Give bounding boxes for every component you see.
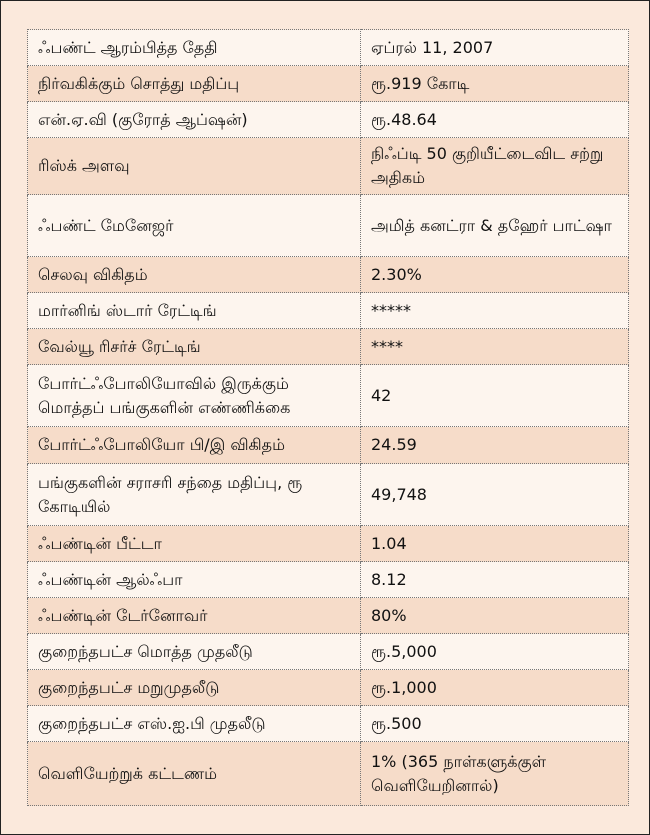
table-row: [28, 427, 629, 464]
row-label: ரிஸ்க் அளவு: [28, 138, 361, 195]
row-label: செலவு விகிதம்: [28, 257, 361, 293]
table-row: [28, 195, 629, 257]
row-label: வெளியேற்றுக் கட்டணம்: [28, 742, 361, 806]
row-value: 49,748: [361, 464, 629, 526]
table-row: [28, 634, 629, 670]
table-row: [28, 138, 629, 195]
row-value: 24.59: [361, 427, 629, 464]
table-row: [28, 365, 629, 427]
table-row: [28, 30, 629, 66]
row-label: போர்ட்ஃபோலியோவில் இருக்கும் மொத்தப் பங்குகளின் எண்ணிக்கை: [28, 365, 361, 427]
row-label: நிர்வகிக்கும் சொத்து மதிப்பு: [28, 66, 361, 102]
table-row: [28, 257, 629, 293]
row-value: ரூ.48.64: [361, 102, 629, 138]
row-value: ரூ.5,000: [361, 634, 629, 670]
row-label: ஃபண்டின் டேர்னோவர்: [28, 598, 361, 634]
row-label: குறைந்தபட்ச எஸ்.ஐ.பி முதலீடு: [28, 706, 361, 742]
row-label: குறைந்தபட்ச மறுமுதலீடு: [28, 670, 361, 706]
table-row: [28, 66, 629, 102]
row-label: என்.ஏ.வி (குரோத் ஆப்ஷன்): [28, 102, 361, 138]
row-value: 80%: [361, 598, 629, 634]
row-value: ரூ.1,000: [361, 670, 629, 706]
table-row: [28, 562, 629, 598]
row-label: மார்னிங் ஸ்டார் ரேட்டிங்: [28, 293, 361, 329]
table-row: [28, 706, 629, 742]
row-value: 1.04: [361, 526, 629, 562]
row-value: *****: [361, 293, 629, 329]
row-value: ஏப்ரல் 11, 2007: [361, 30, 629, 66]
row-value: ****: [361, 329, 629, 365]
row-value: நிஃப்டி 50 குறியீட்டைவிட சற்று அதிகம்: [361, 138, 629, 195]
row-label: ஃபண்ட் ஆரம்பித்த தேதி: [28, 30, 361, 66]
row-value: ரூ.500: [361, 706, 629, 742]
table-row: [28, 670, 629, 706]
row-value: 8.12: [361, 562, 629, 598]
row-label: பங்குகளின் சராசரி சந்தை மதிப்பு, ரூ கோடியில்: [28, 464, 361, 526]
row-value: ரூ.919 கோடி: [361, 66, 629, 102]
row-value: அமித் கனட்ரா & தஹேர் பாட்ஷா: [361, 195, 629, 257]
row-label: ஃபண்டின் ஆல்ஃபா: [28, 562, 361, 598]
row-value: 2.30%: [361, 257, 629, 293]
row-label: வேல்யூ ரிசர்ச் ரேட்டிங்: [28, 329, 361, 365]
table-row: [28, 526, 629, 562]
fund-details-table: [27, 29, 629, 806]
table-row: [28, 102, 629, 138]
table-row: [28, 329, 629, 365]
table-row: [28, 293, 629, 329]
row-value: 42: [361, 365, 629, 427]
row-label: ஃபண்டின் பீட்டா: [28, 526, 361, 562]
row-label: குறைந்தபட்ச மொத்த முதலீடு: [28, 634, 361, 670]
table-row: [28, 464, 629, 526]
table-row: [28, 742, 629, 806]
row-label: ஃபண்ட் மேனேஜர்: [28, 195, 361, 257]
row-value: 1% (365 நாள்களுக்குள் வெளியேறினால்): [361, 742, 629, 806]
row-label: போர்ட்ஃபோலியோ பி/இ விகிதம்: [28, 427, 361, 464]
table-row: [28, 598, 629, 634]
